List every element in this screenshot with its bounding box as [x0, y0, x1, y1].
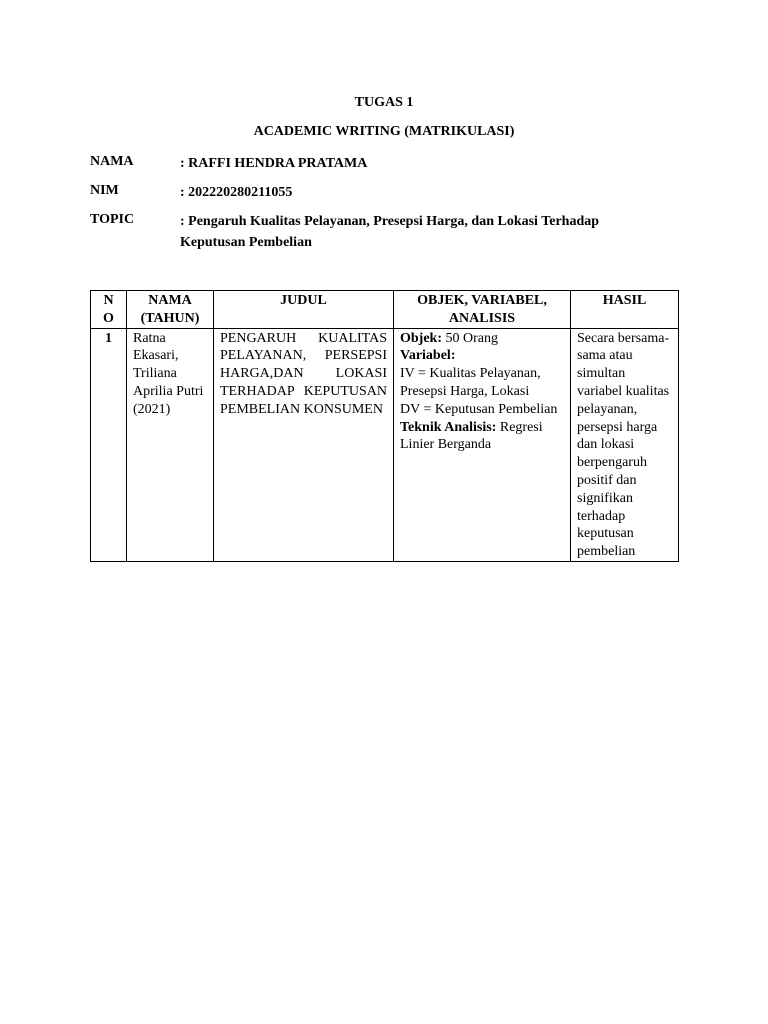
document-subtitle: ACADEMIC WRITING (MATRIKULASI) — [253, 124, 515, 139]
variabel-label: Variabel: — [400, 348, 456, 364]
header-no: N O — [91, 291, 127, 329]
nama-label: NAMA — [90, 154, 134, 169]
nim-label: NIM — [90, 183, 119, 198]
cell-judul: PENGARUH KUALITAS PELAYANAN, PERSEPSI HARGA,DAN LOKASI TERHADAP KEPUTUSAN PEMBELIAN KONSUMEN — [214, 328, 394, 561]
nim-value: : 202220280211055 — [180, 185, 293, 200]
topic-value — [180, 211, 660, 253]
header-objek-variabel-analisis: OBJEK, VARIABEL, ANALISIS — [394, 291, 571, 329]
header-nama-tahun: NAMA (TAHUN) — [127, 291, 214, 329]
objek-label: Objek: — [400, 330, 442, 346]
table-header-row — [91, 291, 679, 329]
teknik-analisis-label: Teknik Analisis: — [400, 419, 497, 435]
table-row — [91, 328, 679, 561]
literature-table — [90, 290, 679, 562]
cell-nama-tahun: Ratna Ekasari, Triliana Aprilia Putri (2021) — [127, 328, 214, 561]
header-judul: JUDUL — [214, 291, 394, 329]
cell-objek-variabel-analisis — [394, 328, 571, 561]
nama-value: : RAFFI HENDRA PRATAMA — [180, 156, 368, 171]
objek-value: 50 Orang — [442, 330, 498, 346]
variabel-dv: DV = Keputusan Pembelian — [400, 401, 558, 417]
topic-label: TOPIC — [90, 212, 135, 227]
teknik-analisis-value: Regresi Linier Berganda — [400, 419, 543, 453]
cell-no: 1 — [91, 328, 127, 561]
document-title: TUGAS 1 — [354, 95, 414, 110]
topic-value-line-1: : Pengaruh Kualitas Pelayanan, Presepsi Harga, dan Lokasi Terhadap — [180, 214, 600, 229]
header-hasil: HASIL — [571, 291, 679, 329]
topic-value-line-2: Keputusan Pembelian — [180, 235, 312, 250]
variabel-iv: IV = Kualitas Pelayanan, Presepsi Harga, Lokasi — [400, 366, 541, 399]
cell-hasil: Secara bersama-sama atau simultan variabel kualitas pelayanan, persepsi harga dan lokasi berpengaruh positif dan signifikan terhadap keputusan pembelian — [571, 328, 679, 561]
